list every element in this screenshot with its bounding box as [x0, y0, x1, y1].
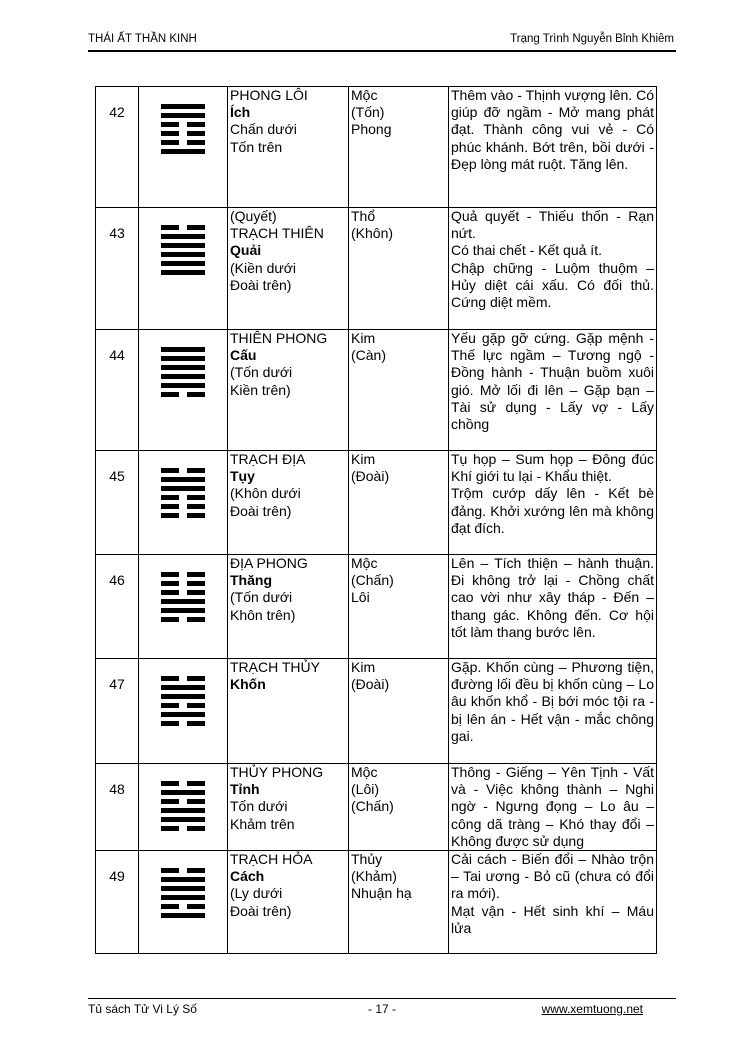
- hexagram-symbol-cell: [139, 330, 228, 451]
- footer-collection: Tủ sách Tử Vi Lý Số: [88, 1002, 197, 1016]
- header-divider: [88, 50, 676, 52]
- meaning-cell: [449, 87, 657, 208]
- hexagram-number: 46: [109, 572, 125, 588]
- meaning-paragraph: Lên – Tích thiện – hành thuận. Đi không trở lại - Chồng chất cao vời như xây tháp - Đến – thang gác. Không đến. Cơ hội tốt làm thang bước lên.: [451, 555, 654, 640]
- hexagram-name-line: THIÊN PHONG: [230, 330, 328, 346]
- hexagram-name-line: (Tốn dưới: [230, 364, 293, 381]
- hexagram-number-cell: [96, 330, 139, 451]
- hexagram-name-cell: [228, 330, 349, 451]
- yin-line: [161, 904, 205, 909]
- hexagram-number-cell: [96, 764, 139, 851]
- hexagram-number-cell: [96, 555, 139, 659]
- meaning-paragraph: Yếu gặp gỡ cứng. Gặp mệnh - Thế lực ngầm – Tương ngộ - Đồng hành - Thuận buồm xuôi gió. Mở lối đi lên – Gặp bạn – Tài sử dụng - Lấy vợ - Lấy chồng: [451, 330, 654, 433]
- hexagram-name-line: ĐỊA PHONG: [230, 555, 308, 571]
- yang-line: [161, 694, 205, 699]
- hexagram-name-line: PHONG LÔI: [230, 87, 308, 103]
- yin-line: [161, 703, 205, 708]
- hexagram-name-line: Đoài trên): [230, 502, 292, 519]
- meaning-paragraph: Chập chững - Luộm thuộm – Hủy diệt cái xấu. Có đối thủ. Cứng diệt mềm.: [451, 259, 654, 311]
- element-line: Mộc: [351, 555, 378, 571]
- hexagram-name-line: TRẠCH HỎA: [230, 851, 313, 868]
- hexagram-icon: [161, 868, 205, 918]
- element-line: Phong: [351, 121, 392, 138]
- yin-line: [161, 495, 205, 500]
- yang-line: [161, 347, 205, 352]
- hexagram-name-cell: [228, 208, 349, 330]
- table-row: [96, 87, 657, 208]
- yang-line: [161, 383, 205, 388]
- hexagram-name-line: Tốn dưới: [230, 798, 288, 815]
- hexagram-name-line: Tốn trên: [230, 138, 283, 155]
- element-line: Mộc: [351, 87, 378, 103]
- yang-line: [161, 599, 205, 604]
- element-line: (Tốn): [351, 104, 385, 121]
- yang-line: [161, 270, 205, 275]
- table-row: [96, 330, 657, 451]
- hexagram-icon: [161, 468, 205, 518]
- hexagram-symbol-cell: [139, 555, 228, 659]
- hexagram-number: 42: [109, 104, 125, 120]
- hexagram-number-cell: [96, 208, 139, 330]
- yin-line: [161, 572, 205, 577]
- element-line: Kim: [351, 330, 376, 346]
- hexagram-name-line: Khôn trên): [230, 606, 296, 623]
- meaning-paragraph: Mạt vận - Hết sinh khí – Máu lửa: [451, 902, 654, 936]
- meaning-cell: [449, 555, 657, 659]
- yang-line: [161, 685, 205, 690]
- yin-line: [161, 676, 205, 681]
- hexagram-number-cell: [96, 659, 139, 764]
- hexagram-name: Tụy: [230, 468, 255, 485]
- hexagram-icon: [161, 225, 205, 275]
- table-row: [96, 764, 657, 851]
- yang-line: [161, 261, 205, 266]
- yin-line: [161, 513, 205, 518]
- meaning-paragraph: Tụ họp – Sum họp – Đông đúc Khí giới tu lại - Khẩu thiệt.: [451, 451, 654, 485]
- element-line: Nhuận hạ: [351, 885, 412, 902]
- footer-divider: [88, 998, 676, 999]
- yin-line: [161, 590, 205, 595]
- table-row: [96, 208, 657, 330]
- hexagram-number: 44: [109, 347, 125, 363]
- hexagram-symbol-cell: [139, 451, 228, 555]
- yang-line: [161, 817, 205, 822]
- hexagram-icon: [161, 347, 205, 397]
- yang-line: [161, 790, 205, 795]
- hexagram-name: Cấu: [230, 347, 257, 364]
- yang-line: [161, 608, 205, 613]
- hexagram-name-cell: [228, 851, 349, 954]
- hexagram-number: 45: [109, 468, 125, 484]
- hexagram-number: 49: [109, 868, 125, 885]
- meaning-paragraph: Thêm vào - Thịnh vượng lên. Có giúp đỡ ngầm - Mở mang phát đạt. Thành công vui vẻ - Có phúc khánh. Bớt trên, bồi dưới - Đẹp lòng mát ruột. Tăng lên.: [451, 87, 654, 172]
- yang-line: [161, 149, 205, 154]
- element-cell: [349, 851, 449, 954]
- yin-line: [161, 868, 205, 873]
- page-number: - 17 -: [368, 1002, 397, 1016]
- hexagram-number: 43: [109, 225, 125, 241]
- meaning-cell: [449, 851, 657, 954]
- yang-line: [161, 374, 205, 379]
- hexagram-icon: [161, 104, 205, 154]
- element-line: Thổ: [351, 208, 376, 224]
- hexagram-name-line: (Khôn dưới: [230, 485, 301, 502]
- yin-line: [161, 140, 205, 145]
- hexagram-name: Cách: [230, 868, 265, 885]
- author-name: Trạng Trình Nguyễn Bỉnh Khiêm: [510, 33, 674, 45]
- hexagram-icon: [161, 676, 205, 726]
- page-header: [88, 30, 676, 48]
- table-row: [96, 659, 657, 764]
- yin-line: [161, 826, 205, 831]
- yang-line: [161, 913, 205, 918]
- hexagram-table: [95, 86, 657, 954]
- table-row: [96, 451, 657, 555]
- yang-line: [161, 113, 205, 118]
- yang-line: [161, 895, 205, 900]
- hexagram-name-line: Chấn dưới: [230, 121, 297, 138]
- hexagram-number: 47: [109, 676, 125, 692]
- element-line: (Càn): [351, 347, 387, 364]
- meaning-paragraph: Trộm cướp dấy lên - Kết bè đảng. Khởi xướng lên mà không đạt đích.: [451, 485, 654, 536]
- table-row: [96, 851, 657, 954]
- hexagram-name: Tỉnh: [230, 781, 260, 798]
- hexagram-name: Quải: [230, 242, 262, 259]
- hexagram-name-cell: [228, 87, 349, 208]
- meaning-paragraph: Gặp. Khốn cùng – Phương tiện, đường lối đều bị khốn cùng – Lo âu khốn khổ - Bị bới móc tội ra - bị lên án - Hết vận - mắc chông gai.: [451, 659, 654, 744]
- element-line: (Khảm): [351, 868, 397, 885]
- yin-line: [161, 468, 205, 473]
- hexagram-symbol-cell: [139, 764, 228, 851]
- yang-line: [161, 234, 205, 239]
- hexagram-name-line: THỦY PHONG: [230, 764, 324, 780]
- hexagram-symbol-cell: [139, 208, 228, 330]
- hexagram-number: 48: [109, 781, 125, 797]
- yin-line: [161, 225, 205, 230]
- meaning-paragraph: Quả quyết - Thiếu thốn - Rạn nứt.: [451, 208, 654, 242]
- hexagram-name: Khốn: [230, 676, 266, 693]
- book-title: THÁI ẤT THẦN KINH: [88, 33, 197, 45]
- meaning-cell: [449, 208, 657, 330]
- element-line: Kim: [351, 659, 376, 675]
- website-link[interactable]: www.xemtuong.net: [541, 1002, 643, 1016]
- yang-line: [161, 886, 205, 891]
- yin-line: [161, 131, 205, 136]
- hexagram-name-line: (Ly dưới: [230, 885, 283, 902]
- hexagram-name-line: Kiền trên): [230, 381, 291, 398]
- hexagram-name: Ích: [230, 104, 251, 121]
- hexagram-name-line: Đoài trên): [230, 902, 292, 919]
- hexagram-name-cell: [228, 764, 349, 851]
- hexagram-name-line: (Kiền dưới: [230, 259, 297, 276]
- yang-line: [161, 486, 205, 491]
- meaning-cell: [449, 451, 657, 555]
- hexagram-name-line: TRẠCH THIÊN: [230, 225, 324, 242]
- hexagram-name-line: (Tốn dưới: [230, 589, 293, 606]
- hexagram-name-line: (Quyết): [230, 208, 277, 224]
- element-line: Lôi: [351, 589, 370, 606]
- yang-line: [161, 104, 205, 109]
- hexagram-name-cell: [228, 451, 349, 555]
- element-line: Mộc: [351, 764, 378, 780]
- meaning-cell: [449, 330, 657, 451]
- element-cell: [349, 208, 449, 330]
- element-line: (Đoài): [351, 468, 390, 485]
- element-cell: [349, 87, 449, 208]
- element-cell: [349, 451, 449, 555]
- yang-line: [161, 477, 205, 482]
- element-line: (Lôi): [351, 781, 380, 798]
- yang-line: [161, 252, 205, 257]
- hexagram-name-line: TRẠCH ĐỊA: [230, 451, 306, 467]
- meaning-paragraph: Cải cách - Biến đổi – Nhào trộn – Tai ương - Bỏ cũ (chưa có đổi ra mới).: [451, 851, 654, 902]
- element-cell: [349, 555, 449, 659]
- hexagram-name-cell: [228, 555, 349, 659]
- element-line: Kim: [351, 451, 376, 467]
- element-line: (Đoài): [351, 676, 390, 693]
- hexagram-symbol-cell: [139, 87, 228, 208]
- element-line: Thủy: [351, 851, 383, 868]
- element-line: (Chấn): [351, 798, 394, 815]
- hexagram-icon: [161, 781, 205, 831]
- yin-line: [161, 721, 205, 726]
- yang-line: [161, 356, 205, 361]
- hexagram-name: Thăng: [230, 572, 272, 589]
- hexagram-number-cell: [96, 451, 139, 555]
- page-footer: [88, 1002, 676, 1020]
- yang-line: [161, 877, 205, 882]
- hexagram-symbol-cell: [139, 851, 228, 954]
- element-line: (Khôn): [351, 225, 394, 242]
- element-cell: [349, 764, 449, 851]
- hexagram-symbol-cell: [139, 659, 228, 764]
- yin-line: [161, 799, 205, 804]
- yang-line: [161, 243, 205, 248]
- yin-line: [161, 122, 205, 127]
- yin-line: [161, 617, 205, 622]
- hexagram-icon: [161, 572, 205, 622]
- yin-line: [161, 392, 205, 397]
- meaning-paragraph: Có thai chết - Kết quả ít.: [451, 242, 602, 259]
- yin-line: [161, 781, 205, 786]
- yin-line: [161, 581, 205, 586]
- yang-line: [161, 808, 205, 813]
- hexagram-number-cell: [96, 87, 139, 208]
- yin-line: [161, 504, 205, 509]
- meaning-cell: [449, 764, 657, 851]
- hexagram-number-cell: [96, 851, 139, 954]
- hexagram-name-cell: [228, 659, 349, 764]
- yang-line: [161, 365, 205, 370]
- yang-line: [161, 712, 205, 717]
- element-line: (Chấn): [351, 572, 394, 589]
- hexagram-name-line: Khảm trên: [230, 815, 295, 832]
- table-row: [96, 555, 657, 659]
- hexagram-name-line: Đoài trên): [230, 276, 292, 293]
- meaning-cell: [449, 659, 657, 764]
- meaning-paragraph: Thông - Giếng – Yên Tịnh - Vất và - Việc không thành – Nghi ngờ - Ngưng đọng – Lo âu – công dã tràng – Khó thay đổi – Không được sử dụng: [451, 764, 654, 849]
- element-cell: [349, 330, 449, 451]
- hexagram-name-line: TRẠCH THỦY: [230, 659, 320, 675]
- element-cell: [349, 659, 449, 764]
